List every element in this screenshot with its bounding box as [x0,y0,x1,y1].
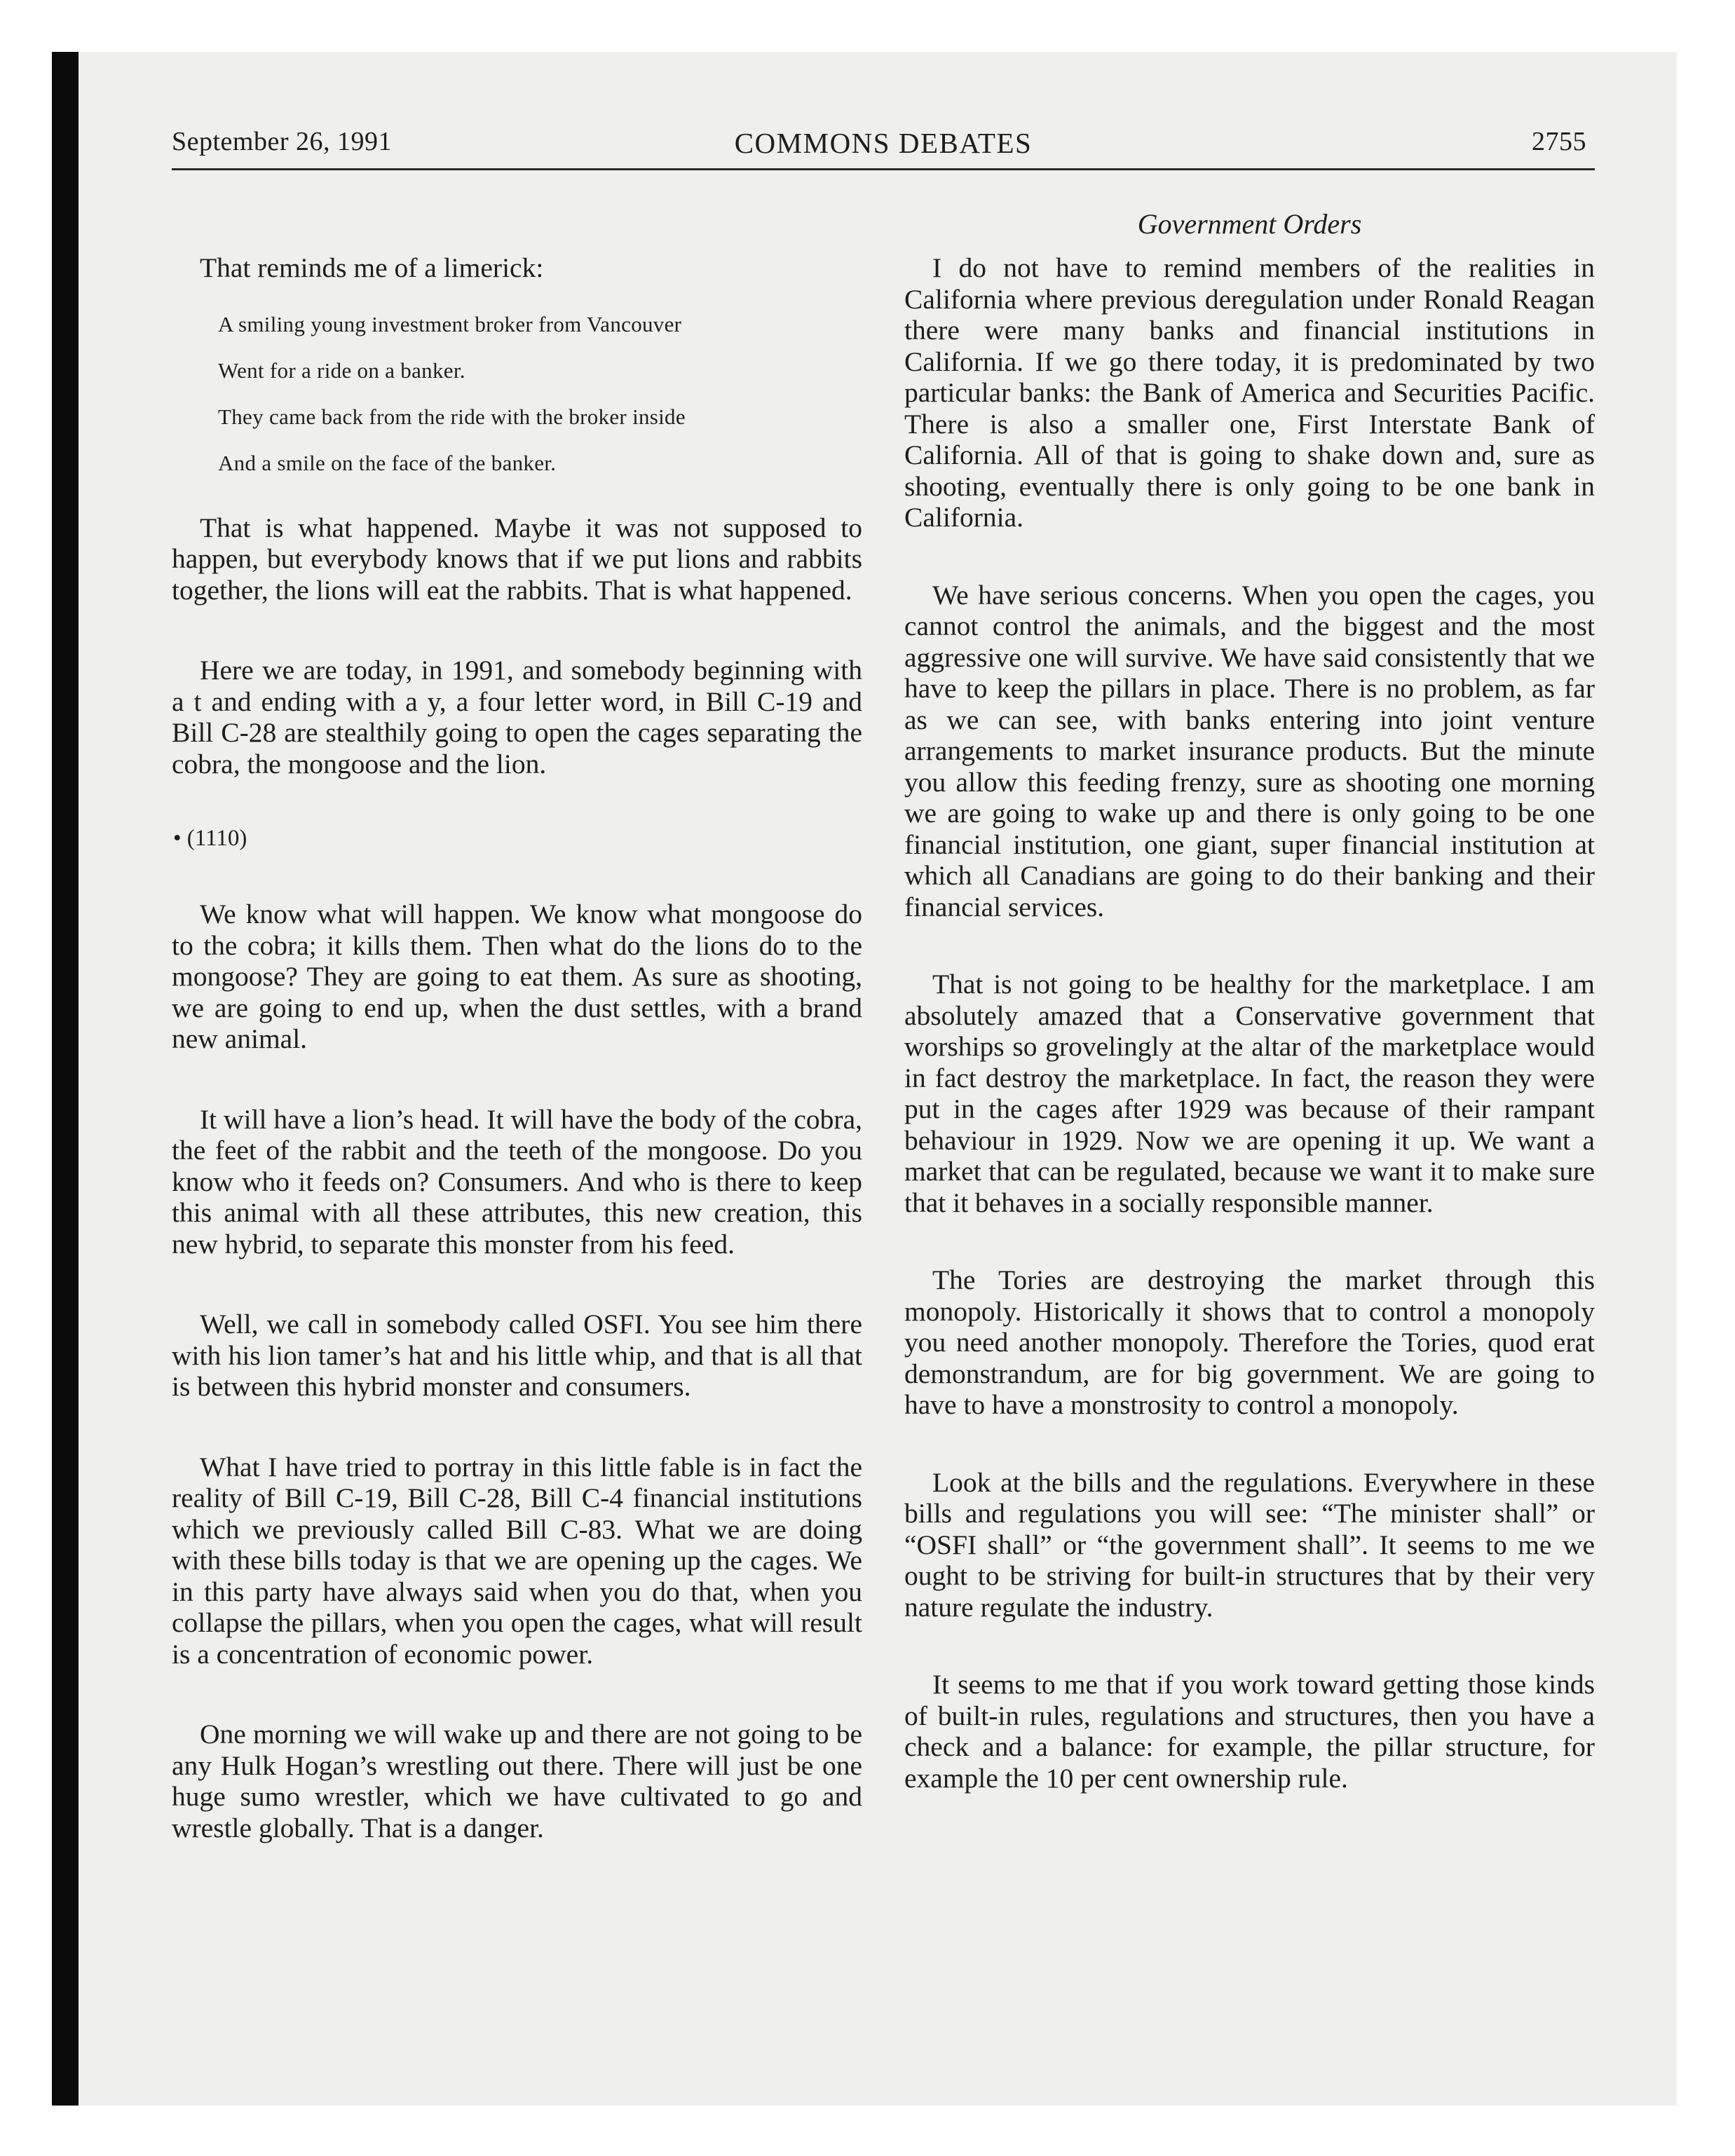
paragraph: Here we are today, in 1991, and somebody beginning with a t and ending with a y, a four letter word, in Bill C-19 and Bill C-28 are stealthily going to open the cages separating the cobra, the mongoose and the lion. [172,655,862,779]
paragraph: It will have a lion’s head. It will have the body of the cobra, the feet of the rabbit and the teeth of the mongoose. Do you know who it feeds on? Consumers. And who is there to keep this animal with all these attributes, this new creation, this new hybrid, to separate this monster from his feed. [172,1103,862,1260]
right-column [904,252,1595,1840]
time-marker: • (1110) [173,826,247,851]
section-label: Government Orders [1137,208,1362,240]
paragraph: We have serious concerns. When you open the cages, you cannot control the animals, and the biggest and the most aggressive one will survive. We have said consistently that we have to keep the pillars in place. There is no problem, as far as we can see, with banks entering into joint venture arrangements to market insurance products. But the minute you allow this feeding frenzy, sure as shooting one morning we are going to wake up and there is only going to be one financial institution, one giant, super financial institution at which all Canadians are going to do their banking and their financial services. [904,579,1595,922]
paragraph: That is what happened. Maybe it was not supposed to happen, but everybody knows that if we put lions and rabbits together, the lions will eat the rabbits. That is what happened. [172,512,862,606]
limerick-line: They came back from the ride with the broker inside [218,404,686,429]
header-rule [172,168,1595,170]
header-title: COMMONS DEBATES [734,127,1033,159]
limerick-line: A smiling young investment broker from Vancouver [218,311,682,336]
header-page-number: 2755 [1532,127,1586,156]
paragraph: We know what will happen. We know what mongoose do to the cobra; it kills them. Then what do the lions do to the mongoose? They are going to eat them. As sure as shooting, we are going to end up, when the dust settles, with a brand new animal. [172,899,862,1054]
paragraph: That is not going to be healthy for the marketplace. I am absolutely amazed that a Conservative government that worships so grovelingly at the altar of the marketplace would in fact destroy the marketplace. In fact, the reason they were put in the cages after 1929 was because of their rampant behaviour in 1929. Now we are opening it up. We want a market that can be regulated, because we want it to make sure that it behaves in a socially responsible manner. [904,969,1595,1218]
left-column [172,252,862,1892]
paragraph: I do not have to remind members of the realities in California where previous deregulation under Ronald Reagan there were many banks and financial institutions in California. If we go there today, it is predominated by two particular banks: the Bank of America and Securities Pacific. There is also a smaller one, First Interstate Bank of California. All of that is going to shake down and, sure as shooting, eventually there is only going to be one bank in California. [904,252,1595,533]
paragraph: Look at the bills and the regulations. Everywhere in these bills and regulations you will see: “The minister shall” or “OSFI shall” or “the government shall”. It seems to me we ought to be striving for built-in structures that by their very nature regulate the industry. [904,1466,1595,1623]
paragraph: What I have tried to portray in this little fable is in fact the reality of Bill C-19, Bill C-28, Bill C-4 financial institutions which we previously called Bill C-83. What we are doing with these bills today is that we are opening up the cages. We in this party have always said when you do that, when you collapse the pillars, when you open the cages, what will result is a concentration of economic power. [172,1451,862,1670]
header-date: September 26, 1991 [172,127,393,156]
limerick [218,312,862,476]
paragraph: One morning we will wake up and there are not going to be any Hulk Hogan’s wrestling out there. There will just be one huge sumo wrestler, which we have cultivated to go and wrestle globally. That is a danger. [172,1719,862,1843]
paragraph: It seems to me that if you work toward getting those kinds of built-in rules, regulations and structures, then you have a check and a balance: for example, the pillar structure, for example the 10 per cent ownership rule. [904,1669,1595,1794]
paragraph: The Tories are destroying the market through this monopoly. Historically it shows that to control a monopoly you need another monopoly. Therefore the Tories, quod erat demonstrandum, are for big government. We are going to have to have a monstrosity to control a monopoly. [904,1264,1595,1420]
paragraph: Well, we call in somebody called OSFI. You see him there with his lion tamer’s hat and his little whip, and that is all that is between this hybrid monster and consumers. [172,1309,862,1402]
limerick-line: And a smile on the face of the banker. [218,450,557,475]
paragraph: That reminds me of a limerick: [200,252,544,283]
page-header [172,126,1595,168]
limerick-line: Went for a ride on a banker. [218,357,465,383]
scan-edge-bar [52,52,79,2106]
